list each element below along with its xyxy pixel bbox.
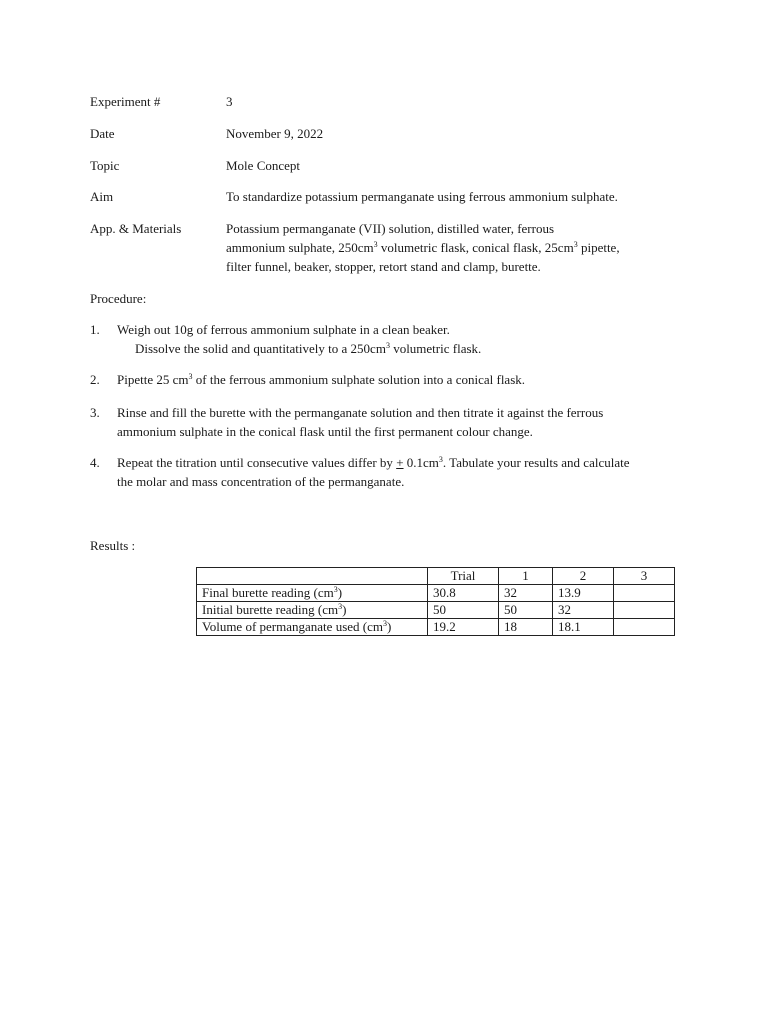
materials-value [226, 219, 666, 276]
row-label: Final burette reading (cm [202, 585, 334, 600]
step-text-part: of the ferrous ammonium sulphate solution into a conical flask. [192, 372, 526, 387]
superscript-3: 3 [382, 619, 387, 628]
results-table [196, 567, 675, 636]
step-line [117, 370, 687, 389]
table-row [197, 619, 675, 636]
step-number: 2. [90, 372, 100, 387]
step-text [117, 370, 687, 389]
date-label: Date [90, 126, 115, 141]
table-cell: 19.2 [428, 619, 499, 636]
step-number: 1. [90, 322, 100, 337]
row-label: Initial burette reading (cm [202, 602, 339, 617]
table-header-cell: 1 [499, 568, 553, 585]
table-header-cell: Trial [428, 568, 499, 585]
table-header-cell [197, 568, 428, 585]
table-cell: 50 [499, 602, 553, 619]
materials-line-2 [226, 238, 666, 257]
table-header-row [197, 568, 675, 585]
materials-text: ammonium sulphate, 250cm [226, 240, 374, 255]
step-text-part: Repeat the titration until consecutive values differ by [117, 455, 397, 470]
table-cell: 18 [499, 619, 553, 636]
step-line: the molar and mass concentration of the permanganate. [117, 474, 405, 489]
superscript-3: 3 [338, 602, 343, 611]
table-row [197, 602, 675, 619]
step-line: Weigh out 10g of ferrous ammonium sulphate in a clean beaker. [117, 322, 450, 337]
step-text [117, 403, 687, 441]
topic-label: Topic [90, 158, 120, 173]
experiment-value: 3 [226, 94, 233, 109]
superscript-3: 3 [373, 240, 378, 249]
step-text-part: Dissolve the solid and quantitatively to a 250cm [135, 341, 386, 356]
materials-text: pipette, [577, 240, 620, 255]
step-text-part: Pipette 25 cm [117, 372, 189, 387]
results-heading: Results : [90, 538, 136, 553]
table-cell [614, 619, 675, 636]
step-text-part: 0.1cm [403, 455, 439, 470]
superscript-3: 3 [333, 585, 338, 594]
step-line: Rinse and fill the burette with the permanganate solution and then titrate it against the ferrous [117, 405, 604, 420]
procedure-heading: Procedure: [90, 291, 147, 306]
table-cell: 50 [428, 602, 499, 619]
row-label-cell: Initial burette reading $(cm^3)$ [197, 602, 428, 619]
table-cell: 13.9 [553, 585, 614, 602]
materials-label: App. & Materials [90, 221, 182, 236]
step-text [117, 320, 687, 358]
step-text [117, 453, 687, 491]
table-cell: 18.1 [553, 619, 614, 636]
superscript-3: 3 [385, 341, 390, 350]
step-line [117, 339, 687, 358]
table-header-cell: 3 [614, 568, 675, 585]
step-number: 4. [90, 455, 100, 470]
aim-value: To standardize potassium permanganate using ferrous ammonium sulphate. [226, 189, 618, 204]
date-value: November 9, 2022 [226, 126, 324, 141]
table-cell [614, 602, 675, 619]
row-label-cell: Final burette reading $(cm^3)$ [197, 585, 428, 602]
table-cell [614, 585, 675, 602]
materials-line-1: Potassium permanganate (VII) solution, distilled water, ferrous [226, 221, 555, 236]
superscript-3: 3 [188, 372, 193, 381]
aim-label: Aim [90, 189, 114, 204]
step-text-part: volumetric flask. [389, 341, 482, 356]
materials-text: volumetric flask, conical flask, 25cm [377, 240, 574, 255]
experiment-label: Experiment # [90, 94, 161, 109]
plus-minus-sign: + [396, 455, 404, 470]
materials-line-3: filter funnel, beaker, stopper, retort stand and clamp, burette. [226, 259, 541, 274]
superscript-3: 3 [573, 240, 578, 249]
table-row [197, 585, 675, 602]
table-cell: 30.8 [428, 585, 499, 602]
table-cell: 32 [499, 585, 553, 602]
step-line [117, 453, 687, 472]
step-text-part: . Tabulate your results and calculate [442, 455, 630, 470]
step-line: ammonium sulphate in the conical flask until the first permanent colour change. [117, 424, 533, 439]
table-cell: 32 [553, 602, 614, 619]
row-label-cell: Volume of permanganate used $(cm^3)$ [197, 619, 428, 636]
table-header-cell: 2 [553, 568, 614, 585]
step-number: 3. [90, 405, 100, 420]
superscript-3: 3 [438, 455, 443, 464]
topic-value: Mole Concept [226, 158, 301, 173]
row-label: Volume of permanganate used (cm [202, 619, 383, 634]
